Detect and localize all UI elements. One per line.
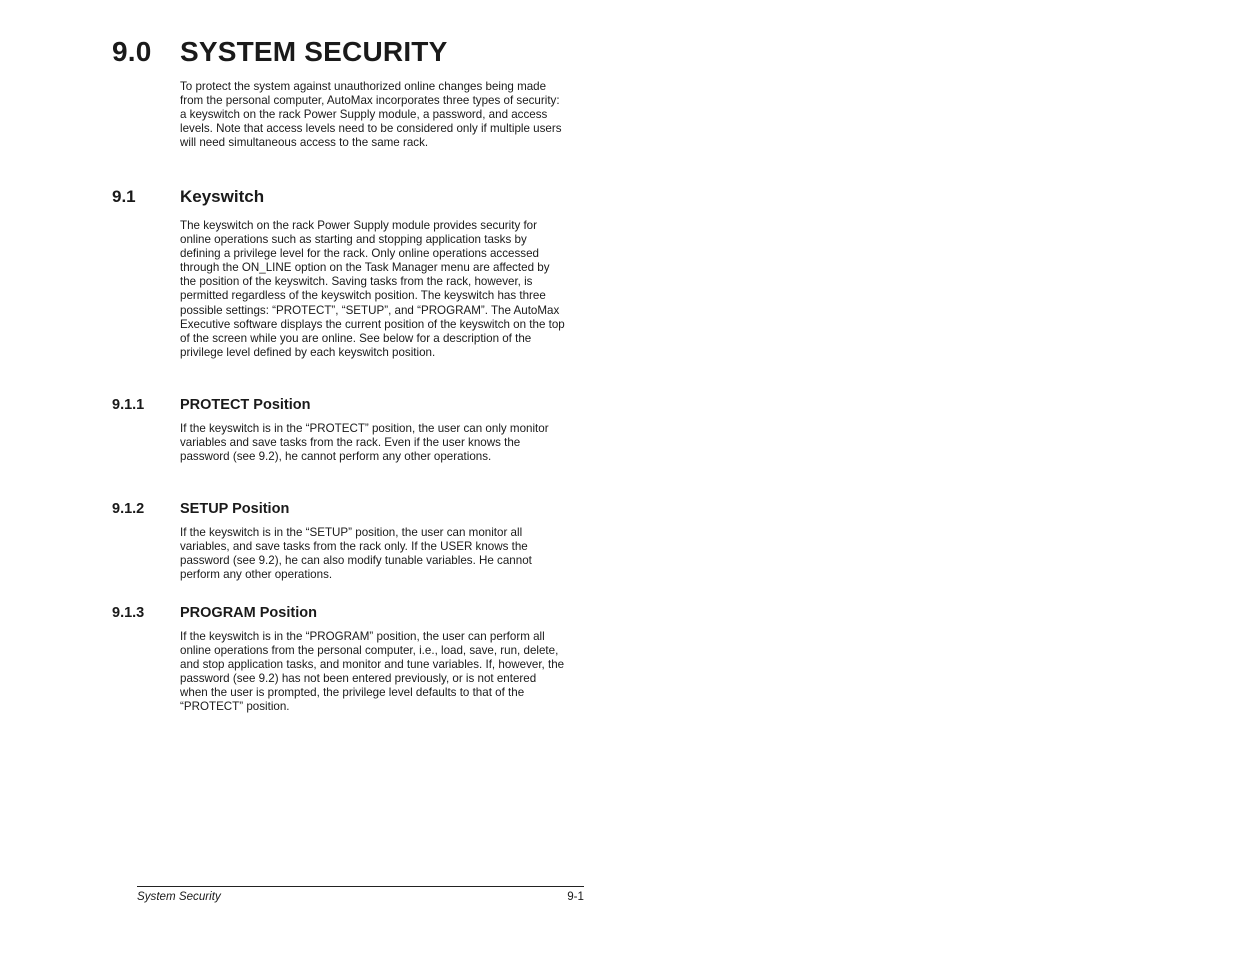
subsection-heading-setup	[112, 500, 289, 518]
footer-rule	[137, 886, 584, 887]
subsection-heading-protect	[112, 396, 311, 414]
footer-section-name: System Security	[137, 890, 221, 903]
subsection-heading-program	[112, 604, 317, 622]
protect-paragraph: If the keyswitch is in the “PROTECT” position, the user can only monitor variables and save tasks from the rack. Even if the user knows the password (see 9.2), he cannot perform any other operations.	[180, 422, 549, 464]
footer-page-number: 9-1	[567, 890, 584, 903]
chapter-title: SYSTEM SECURITY	[180, 36, 448, 67]
keyswitch-paragraph: The keyswitch on the rack Power Supply module provides security for online operations such as starting and stopping application tasks by defining a privilege level for the rack. Only online operations accessed through the ON_LINE option on the Task Manager menu are affected by the position of the keyswitch. Saving tasks from the rack, however, is permitted regardless of the keyswitch position. The keyswitch has three possible settings: “PROTECT”, “SETUP”, and “PROGRAM”. The AutoMax Executive software displays the current position of the keyswitch on the top of the screen while you are online. See below for a description of the privilege level defined by each keyswitch position.	[180, 219, 565, 359]
section-title: Keyswitch	[180, 187, 265, 206]
subsection-number: 9.1.2	[112, 501, 145, 517]
chapter-intro-paragraph: To protect the system against unauthorized online changes being made from the personal computer, AutoMax incorporates three types of security: a keyswitch on the rack Power Supply module, a password, and access levels. Note that access levels need to be considered only if multiple users will need simultaneous access to the same rack.	[180, 80, 562, 150]
chapter-number: 9.0	[112, 36, 152, 67]
subsection-title: PROGRAM Position	[180, 605, 317, 621]
setup-paragraph: If the keyswitch is in the “SETUP” position, the user can monitor all variables, and save tasks from the rack only. If the USER knows the password (see 9.2), he can also modify tunable variables. He cannot perform any other operations.	[180, 526, 532, 582]
subsection-number: 9.1.1	[112, 397, 145, 413]
subsection-title: SETUP Position	[180, 501, 290, 517]
program-paragraph: If the keyswitch is in the “PROGRAM” position, the user can perform all online operations from the personal computer, i.e., load, save, run, delete, and stop application tasks, and monitor and tune variables. If, however, the password (see 9.2) has not been entered previously, or is not entered when the user is prompted, the privilege level defaults to that of the “PROTECT” position.	[180, 630, 565, 714]
section-number: 9.1	[112, 187, 136, 206]
chapter-heading	[112, 34, 447, 70]
subsection-number: 9.1.3	[112, 605, 145, 621]
subsection-title: PROTECT Position	[180, 397, 311, 413]
section-heading-keyswitch	[112, 186, 264, 208]
